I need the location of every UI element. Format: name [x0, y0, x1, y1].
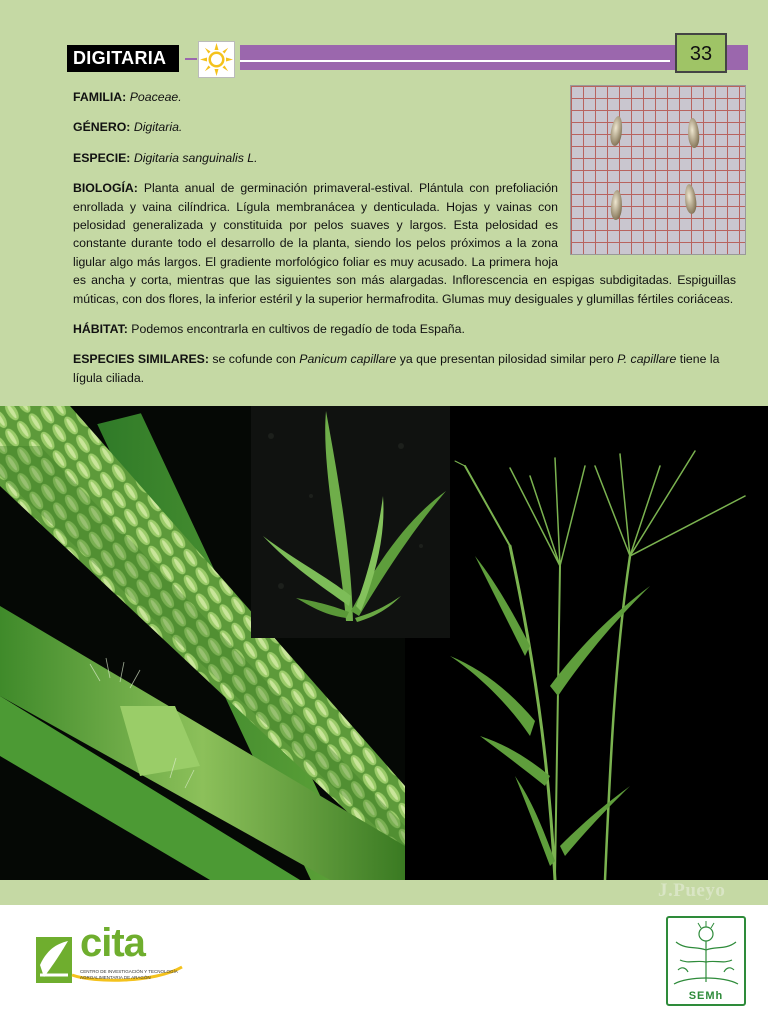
especie-label: ESPECIE: — [73, 150, 131, 165]
similares-paragraph — [73, 350, 736, 387]
whole-plant-photo — [450, 406, 768, 880]
photo-credit: J.Pueyo — [658, 880, 726, 901]
habitat-paragraph — [73, 320, 736, 338]
cita-name: cita — [80, 921, 145, 965]
familia-label: FAMILIA: — [73, 90, 127, 104]
genero-label: GÉNERO: — [73, 120, 131, 135]
seed — [687, 118, 700, 149]
especie-value: Digitaria sanguinalis L. — [133, 150, 258, 165]
cita-subtitle-1: CENTRO DE INVESTIGACIÓN Y TECNOLOGÍA — [80, 969, 178, 974]
similares-label: ESPECIES SIMILARES: — [73, 352, 209, 367]
similares-text-3: tiene la lígula ciliada. — [73, 352, 720, 385]
habitat-text: Podemos encontrarla en cultivos de regadío de toda España. — [131, 322, 465, 337]
biologia-label: BIOLOGÍA: — [73, 181, 138, 196]
species-description — [73, 88, 736, 399]
seed — [610, 190, 623, 221]
similares-species-2: P. capillare — [617, 352, 677, 367]
semh-logo — [666, 916, 746, 1006]
cita-subtitle-2: AGROALIMENTARIA DE ARAGÓN — [80, 975, 151, 980]
seed — [683, 184, 697, 215]
genero-value: Digitaria. — [133, 120, 183, 135]
seed — [609, 115, 624, 146]
page-title: DIGITARIA — [67, 45, 179, 72]
header-bar-line — [240, 60, 670, 62]
seedling-photo — [251, 406, 450, 638]
title-divider — [185, 58, 197, 60]
semh-name: SEMh — [688, 990, 724, 1002]
familia-value: Poaceae. — [129, 90, 182, 104]
similares-text-2: ya que presentan pilosidad similar pero — [399, 352, 614, 367]
header-bar — [240, 45, 748, 70]
habitat-label: HÁBITAT: — [73, 322, 128, 337]
similares-text-1: se cofunde con — [212, 352, 296, 367]
sun-icon — [198, 41, 235, 78]
similares-species-1: Panicum capillare — [299, 352, 397, 367]
seeds-photo — [570, 85, 746, 255]
biologia-text: Planta anual de germinación primaveral-estival. Plántula con prefoliación enrollada y vaina cilíndrica. Lígula membranácea y denticulada. Hojas y vainas con pelosidad generalizada y constituida por pelos suaves y largos. Esta pelosidad es constante durante todo el desarrollo de la planta, siendo los pelos próximos a la zona ligular algo más largos. El gradiente morfológico foliar es muy acusado. La primera hoja es ancha y corta, mientras que las siguientes son más alargadas. Inflorescencia en espigas subdigitadas. Espiguillas múticas, con dos flores, la inferior estéril y la superior hermafrodita. Glumas muy desiguales y glumillas fértiles coriáceas. — [73, 181, 736, 306]
cita-logo — [34, 921, 184, 995]
page-number: 33 — [675, 33, 727, 73]
